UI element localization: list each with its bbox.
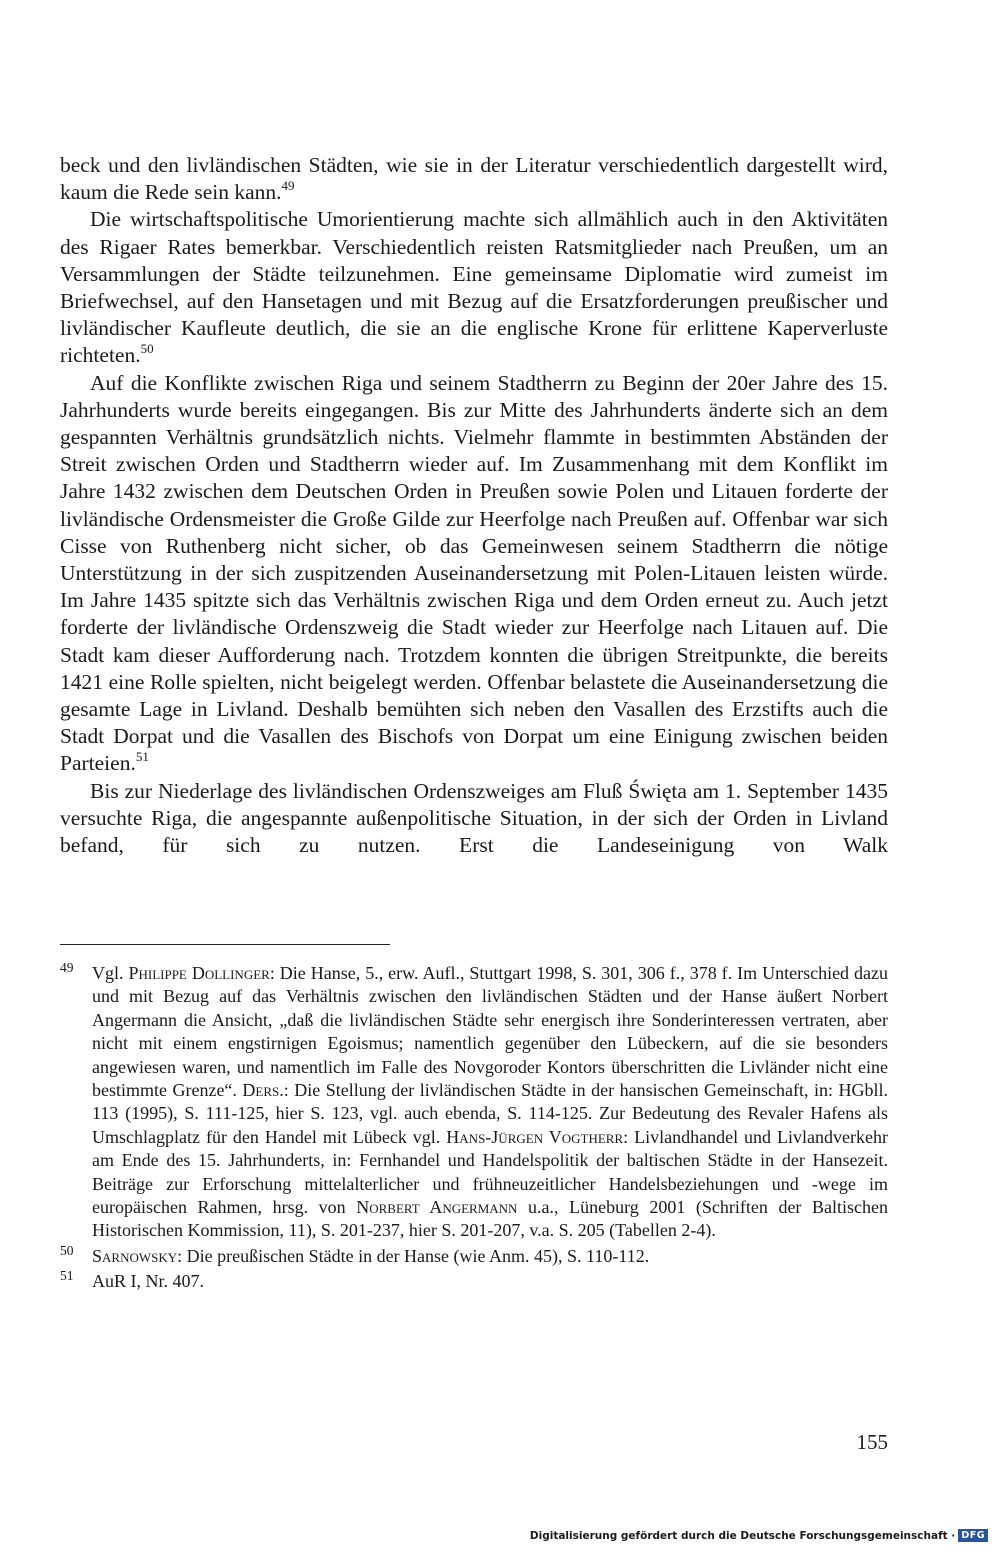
footnote-text-part: : Die Stellung der livländischen Städte in der hansischen Gemeinschaft, in: HGbll. 113 (1995), S. 111-125, hier S. 123, vgl. auch ebenda, S. 114-125. Zur Bedeutung des Revaler Hafens als Umschlagplatz für den Handel mit Lübeck vgl.	[92, 1080, 888, 1147]
footnotes	[60, 962, 888, 1296]
author-name: Sarnowsky	[92, 1245, 178, 1266]
paragraph-4-text: Bis zur Niederlage des livländischen Ordenszweiges am Fluß Święta am 1. September 1435 versuchte Riga, die angespannte außenpolitische Situation, in der sich der Orden in Livland befand, für sich zu nutzen. Erst die Landeseinigung von Walk	[60, 778, 888, 858]
paragraph-1	[60, 152, 888, 206]
footnote-separator	[60, 944, 390, 945]
author-name: Hans-Jürgen Vogtherr	[446, 1126, 624, 1147]
footnote-text-part: Vgl.	[92, 963, 129, 983]
footnote-number: 49	[60, 960, 74, 975]
footnote-49	[60, 962, 888, 1243]
paragraph-4	[60, 778, 888, 860]
footnote-text	[92, 1270, 888, 1293]
footnote-ref-51[interactable]: 51	[135, 749, 149, 765]
paragraph-2	[60, 206, 888, 369]
footnote-text-part: AuR I, Nr. 407.	[92, 1271, 204, 1292]
page-number: 155	[856, 1430, 888, 1454]
footnote-number: 51	[60, 1268, 74, 1284]
dfg-logo-icon: DFG	[958, 1529, 988, 1542]
footnote-50	[60, 1242, 888, 1268]
funding-text: Digitalisierung gefördert durch die Deutsche Forschungsgemeinschaft ·	[529, 1529, 956, 1542]
footnote-text-part: : Die Hanse, 5., erw. Aufl., Stuttgart 1998, S. 301, 306 f., 378 f. Im Unterschied dazu und mit Bezug auf das Verhältnis zwischen den livländischen Städten und der Hanse äußert Norbert Angermann die Ansicht, „daß die livländischen Städte sehr energisch ihre Sonderinteressen vertraten, aber nicht mit einem engstirnigen Egoismus; namentlich gegenüber den Lübeckern, auf die sie besonders angewiesen waren, und namentlich im Falle des Novgoroder Kontors überschritten die Livländer nicht eine bestimmte Grenze“.	[92, 963, 888, 1101]
footnote-text-part: : Livlandhandel und Livlandverkehr am Ende des 15. Jahrhunderts, in: Fernhandel und Handelspolitik der baltischen Städte in der Hansezeit. Beiträge zur Erforschung mittelalterlicher und frühneuzeitlicher Handelsbeziehungen und -wege im europäischen Rahmen, hrsg. von	[92, 1126, 888, 1218]
paragraph-3-text: Auf die Konflikte zwischen Riga und seinem Stadtherrn zu Beginn der 20er Jahre des 15. Jahrhunderts wurde bereits eingegangen. Bis zur Mitte des Jahrhunderts änderte sich an dem gespannten Verhältnis grundsätzlich nichts. Vielmehr flammte in bestimmten Abständen der Streit zwischen Orden und Stadtherrn wieder auf. Im Zusammenhang mit dem Konflikt im Jahre 1432 zwischen dem Deutschen Orden in Preußen sowie Polen und Litauen forderte der livländische Ordensmeister die Große Gilde zur Heerfolge nach Preußen auf. Offenbar war sich Cisse von Ruthenberg nicht sicher, ob das Gemeinwesen seinem Stadtherrn die nötige Unterstützung in der sich zuspitzenden Auseinandersetzung mit Polen-Litauen leisten würde. Im Jahre 1435 spitzte sich das Verhältnis zwischen Riga und dem Orden erneut zu. Auch jetzt forderte der livländische Ordenszweig die Stadt wieder zur Heerfolge nach Litauen auf. Die Stadt kam dieser Aufforderung nach. Trotzdem konnten die übrigen Streitpunkte, die bereits 1421 eine Rolle spielten, nicht beigelegt werden. Offenbar belastete die Auseinandersetzung die gesamte Lage in Livland. Deshalb bemühten sich neben den Vasallen des Erzstifts auch die Stadt Dorpat und die Vasallen des Bischofs von Dorpat um eine Einigung zwischen beiden Parteien.	[60, 370, 888, 776]
main-text	[60, 152, 888, 859]
footnote-text	[92, 1245, 888, 1268]
paragraph-3	[60, 370, 888, 778]
author-name: Philippe Dollinger	[128, 963, 270, 983]
footnote-text	[92, 962, 888, 1243]
author-name: Ders.	[242, 1080, 284, 1101]
footnote-51	[60, 1270, 888, 1293]
footnote-text-part: : Die preußischen Städte in der Hanse (wie Anm. 45), S. 110-112.	[177, 1245, 650, 1266]
paragraph-2-text: Die wirtschaftspolitische Umorientierung machte sich allmählich auch in den Aktivitäten des Rigaer Rates bemerkbar. Verschiedentlich reisten Ratsmitglieder nach Preußen, um an Versammlungen der Städte teilzunehmen. Eine gemeinsame Diplomatie wird zumeist im Briefwechsel, auf den Hansetagen und mit Bezug auf die Ersatzforderungen preußischer und livländischer Kaufleute deutlich, die sie an die englische Krone für erlittene Kaperverluste richteten.	[60, 207, 888, 368]
funding-notice	[530, 1529, 988, 1542]
footnote-ref-50[interactable]: 50	[140, 341, 154, 357]
footnote-ref-49[interactable]: 49	[281, 178, 295, 194]
footnote-text-part: u.a., Lüneburg 2001 (Schriften der Baltischen Historischen Kommission, 11), S. 201-237, hier S. 201-207, v.a. S. 205 (Tabellen 2-4).	[92, 1197, 888, 1241]
author-name: Norbert Angermann	[356, 1197, 518, 1218]
footnote-number: 50	[60, 1242, 74, 1258]
paragraph-1-text: beck und den livländischen Städten, wie sie in der Literatur verschiedentlich dargestellt wird, kaum die Rede sein kann.	[60, 153, 888, 205]
